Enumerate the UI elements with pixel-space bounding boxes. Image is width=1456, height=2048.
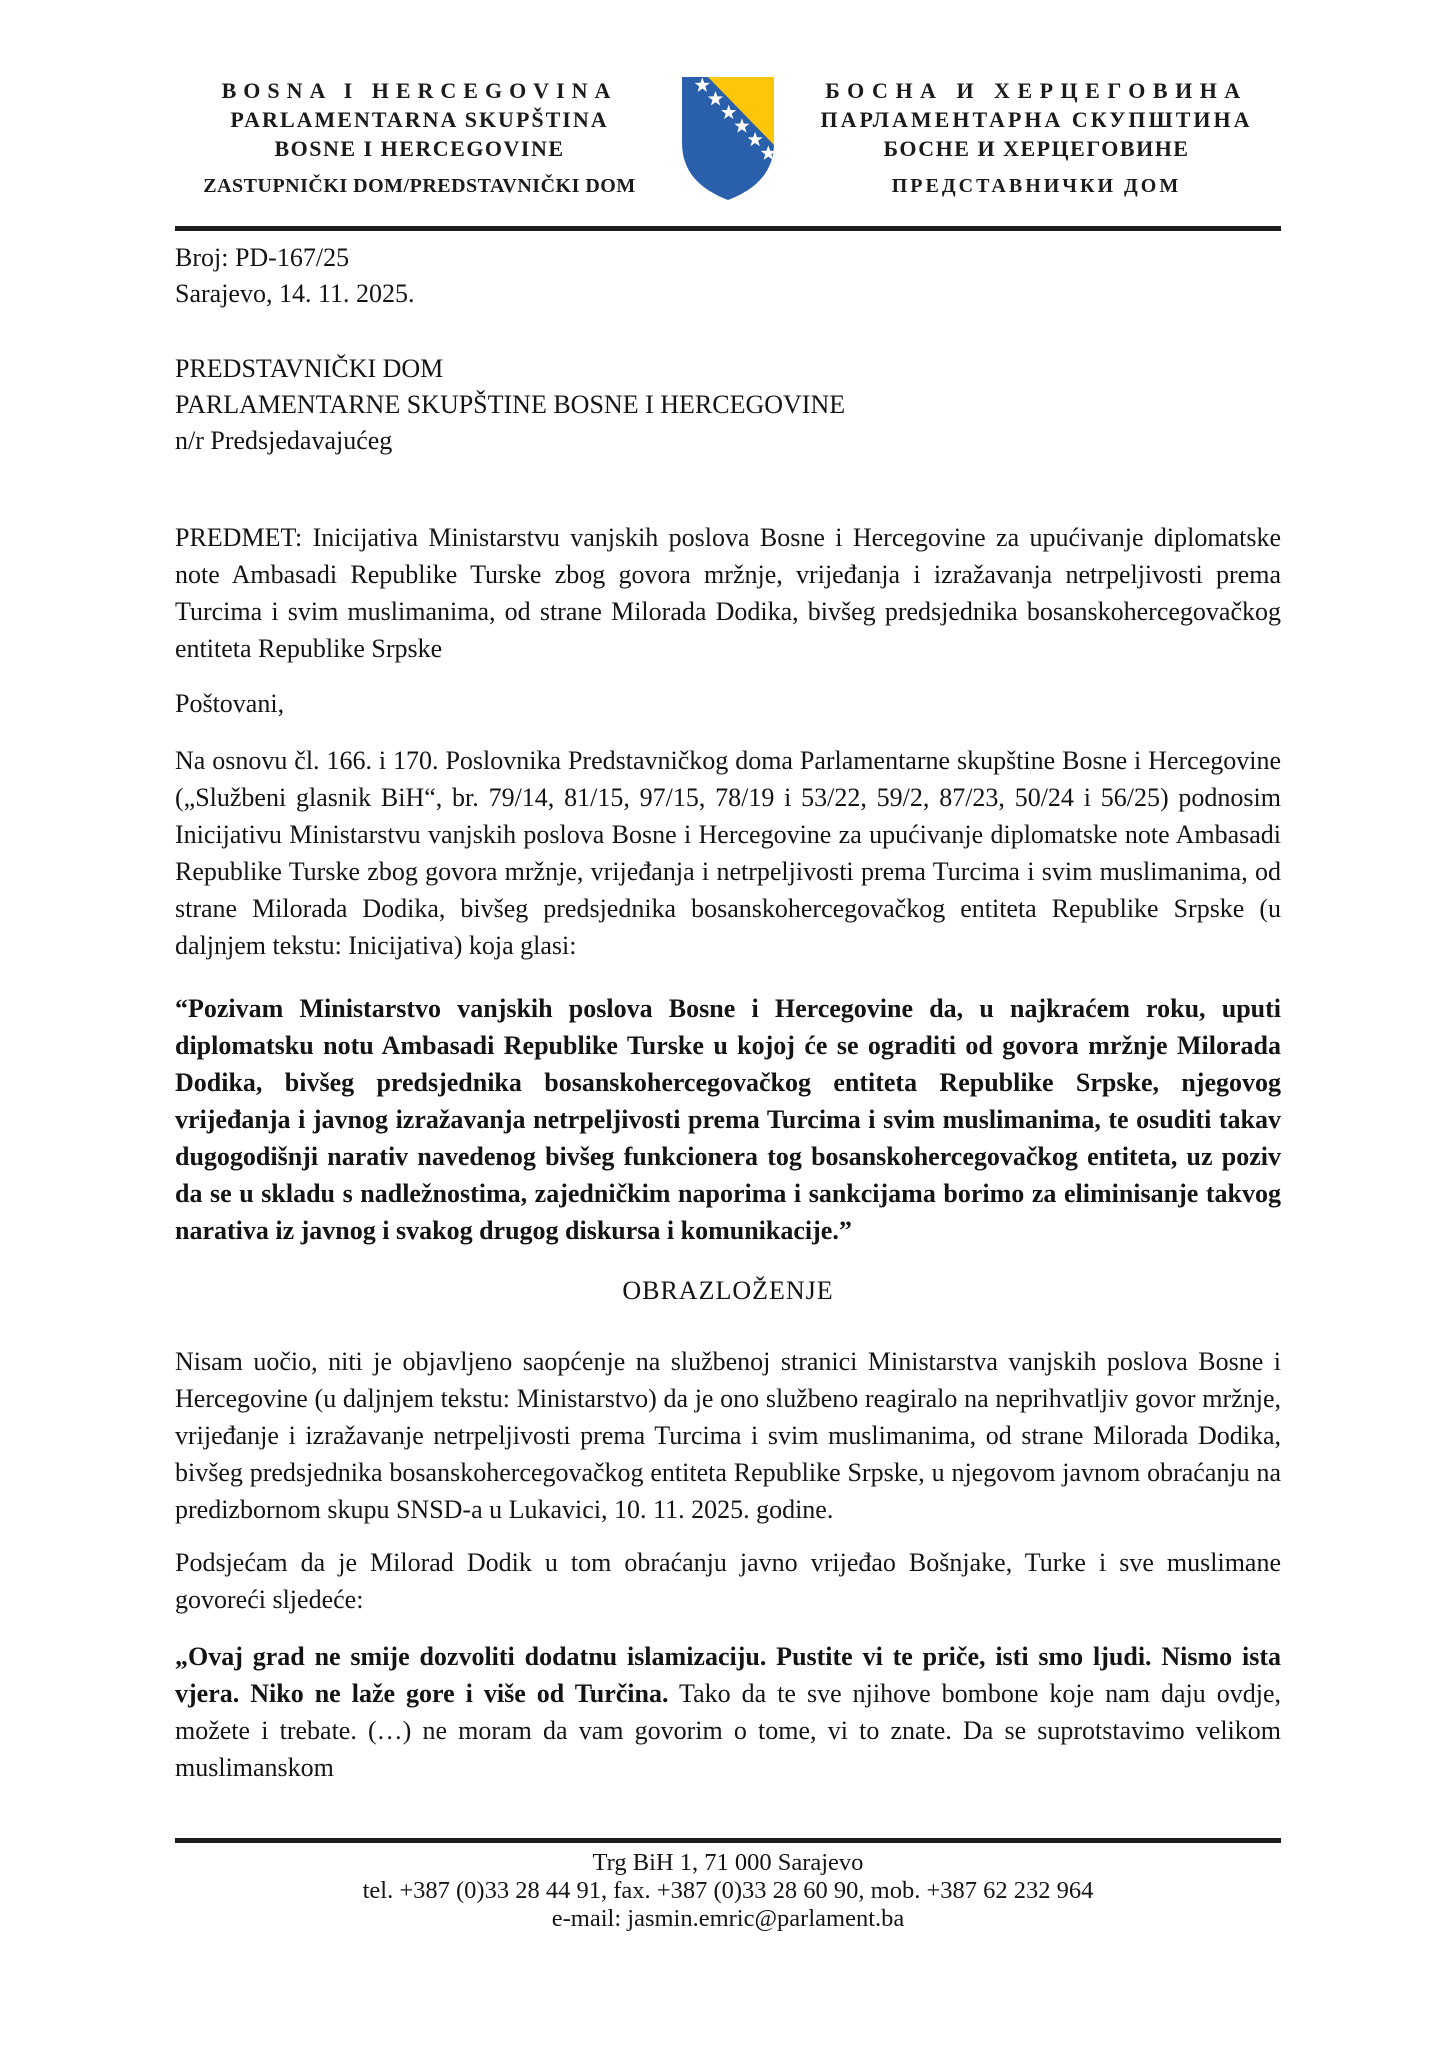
footer-address: Trg BiH 1, 71 000 Sarajevo xyxy=(592,1849,864,1876)
org-country-cyrillic: БОСНА И ХЕРЦЕГОВИНА xyxy=(825,78,1248,103)
document-number: Broj: PD-167/25 xyxy=(175,243,350,272)
legal-basis-paragraph: Na osnovu čl. 166. i 170. Poslovnika Predstavničkog doma Parlamentarne skupštine Bosne i Hercegovine („Službeni glasnik BiH“, br. 79/14, 81/15, 97/15, 78/19 i 53/22, 59/2, 87/23, 50/24 i 56/25) podnosim Inicijativu Ministarstvu vanjskih poslova Bosne i Hercegovine za upućivanje diplomatske note Ambasadi Republike Turske zbog govora mržnje, vrijeđanja i netrpeljivosti prema Turcima i svim muslimanima, od strane Milorada Dodika, bivšeg predsjednika bosanskohercegovačkog entiteta Republike Srpske (u daljnjem tekstu: Inicijativa) koja glasi: xyxy=(175,746,1281,960)
org-country-genitive-latin: BOSNE I HERCEGOVINE xyxy=(274,136,565,161)
section-title: OBRAZLOŽENJE xyxy=(622,1276,834,1305)
footer-phones: tel. +387 (0)33 28 44 91, fax. +387 (0)33 28 60 90, mob. +387 62 232 964 xyxy=(362,1877,1094,1904)
speech-quote-regular-run: Tako da te sve njihove bombone koje nam daju ovdje, možete i trebate. (…) ne moram da vam govorim o tome, vi to znate. Da se suprotstavimo velikom muslimanskom xyxy=(175,1679,1282,1782)
salutation: Poštovani, xyxy=(175,689,285,718)
letterhead-cyrillic-block xyxy=(792,76,1281,201)
org-assembly-latin: PARLAMENTARNA SKUPŠTINA xyxy=(230,107,609,132)
recipient-line-attention: n/r Predsjedavajućeg xyxy=(175,426,393,455)
recipient-line-assembly: PARLAMENTARNE SKUPŠTINE BOSNE I HERCEGOVINE xyxy=(175,390,846,419)
footer xyxy=(175,1838,1281,1933)
footer-divider xyxy=(175,1838,1281,1843)
letterhead xyxy=(175,0,1281,205)
speech-quote-paragraph xyxy=(175,1638,1281,1786)
org-house-latin: ZASTUPNIČKI DOM/PREDSTAVNIČKI DOM xyxy=(203,175,636,197)
subject-paragraph: PREDMET: Inicijativa Ministarstvu vanjskih poslova Bosne i Hercegovine za upućivanje diplomatske note Ambasadi Republike Turske zbog govora mržnje, vrijeđanja i izražavanja netrpeljivosti prema Turcima i svim muslimanima, od strane Milorada Dodika, bivšeg predsjednika bosanskohercegovačkog entiteta Republike Srpske xyxy=(175,523,1281,663)
document-place-date: Sarajevo, 14. 11. 2025. xyxy=(175,279,415,308)
org-house-cyrillic: ПРЕДСТАВНИЧКИ ДОМ xyxy=(891,175,1182,197)
speech-quote-bold-run: „Ovaj grad ne smije dozvoliti dodatnu islamizaciju. Pustite vi te priče, isti smo ljudi. Nismo ista vjera. Niko ne laže gore i više od Turčina. xyxy=(175,1642,1281,1708)
explanation-paragraph-2: Podsjećam da je Milorad Dodik u tom obraćanju javno vrijeđao Bošnjake, Turke i sve muslimane govoreći sljedeće: xyxy=(175,1548,1281,1614)
document-meta xyxy=(175,240,1281,312)
org-country-genitive-cyrillic: БОСНЕ И ХЕРЦЕГОВИНЕ xyxy=(883,136,1190,161)
recipient-block xyxy=(175,351,1281,459)
letterhead-latin-block xyxy=(175,76,664,201)
recipient-line-house: PREDSTAVNIČKI DOM xyxy=(175,354,444,383)
org-assembly-cyrillic: ПАРЛАМЕНТАРНА СКУПШТИНА xyxy=(820,107,1253,132)
org-country-latin: BOSNA I HERCEGOVINA xyxy=(221,78,618,103)
header-divider xyxy=(175,226,1281,231)
bih-coat-of-arms-icon xyxy=(676,73,780,205)
footer-email: e-mail: jasmin.emric@parlament.ba xyxy=(551,1905,905,1932)
explanation-paragraph-1: Nisam uočio, niti je objavljeno saopćenje na službenoj stranici Ministarstva vanjskih poslova Bosne i Hercegovine (u daljnjem tekstu: Ministarstvo) da je ono službeno reagiralo na neprihvatljiv govor mržnje, vrijeđanje i izražavanje netrpeljivosti prema Turcima i svim muslimanima, od strane Milorada Dodika, bivšeg predsjednika bosanskohercegovačkog entiteta Republike Srpske, u njegovom javnom obraćanju na predizbornom skupu SNSD-a u Lukavici, 10. 11. 2025. godine. xyxy=(175,1347,1281,1524)
initiative-quote-paragraph: “Pozivam Ministarstvo vanjskih poslova Bosne i Hercegovine da, u najkraćem roku, uputi diplomatsku notu Ambasadi Republike Turske u kojoj će se ograditi od govora mržnje Milorada Dodika, bivšeg predsjednika bosanskohercegovačkog entiteta Republike Srpske, njegovog vrijeđanja i javnog izražavanja netrpeljivosti prema Turcima i svim muslimanima, te osuditi takav dugogodišnji narativ navedenog bivšeg funkcionera tog bosanskohercegovačkog entiteta, uz poziv da se u skladu s nadležnostima, zajedničkim naporima i sankcijama borimo za eliminisanje takvog narativa iz javnog i svakog drugog diskursa i komunikacije.” xyxy=(175,994,1281,1245)
